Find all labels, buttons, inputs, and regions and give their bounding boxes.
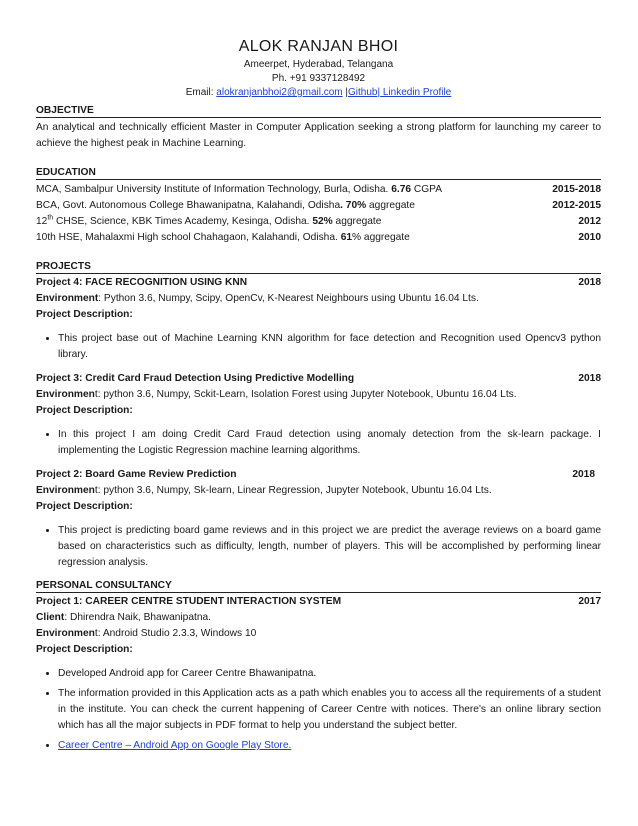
separator: |	[377, 87, 381, 98]
client-line: Client: Dhirendra Naik, Bhawanipatna.	[36, 612, 211, 623]
list-item: • This project is predicting board game reviews and in this project we are predict the average reviews on a board game based on characteristics such as difficulty, length, number of players. This will be accomplished by performing linear regression analysis.	[58, 523, 601, 571]
project-description-label: Project Description:	[36, 644, 133, 655]
project-description-label: Project Description:	[36, 405, 133, 416]
list-item: • In this project I am doing Credit Card Fraud detection using anomaly detection from the sk-learn package. I implementing the Logistic Regression machine learning algorithms.	[58, 427, 601, 459]
project-environment: Environment: Python 3.6, Numpy, Scipy, OpenCv, K-Nearest Neighbours using Ubuntu 16.04 Lts.	[36, 293, 479, 304]
education-item	[36, 182, 601, 198]
project-year: 2018	[572, 469, 595, 480]
list-item: • Developed Android app for Career Centre Bhawanipatna.	[58, 666, 601, 682]
edu-sup: th	[47, 214, 54, 222]
play-store-link[interactable]: Career Centre – Android App on Google Play Store.	[58, 740, 292, 751]
edu-year: 2010	[578, 232, 601, 243]
project-bullets	[36, 523, 601, 571]
consultancy-item	[36, 594, 601, 754]
contact-links	[36, 86, 601, 100]
resume-page	[36, 36, 601, 758]
projects-heading: PROJECTS	[36, 260, 601, 274]
edu-year: 2015-2018	[552, 184, 601, 195]
email-link[interactable]: alokranjanbhoi2@gmail.com	[216, 87, 343, 98]
objective-heading: OBJECTIVE	[36, 104, 601, 118]
separator: |	[342, 87, 349, 98]
resume-header	[36, 36, 601, 100]
project-year: 2018	[578, 277, 601, 288]
edu-score: 6.76	[391, 184, 412, 195]
project-year: 2017	[578, 596, 601, 607]
address: Ameerpet, Hyderabad, Telangana	[243, 59, 394, 70]
edu-text: aggregate	[366, 200, 415, 211]
project-item	[36, 275, 601, 363]
project-description-label: Project Description:	[36, 501, 133, 512]
project-bullets	[36, 427, 601, 459]
project-bullets	[36, 331, 601, 363]
edu-text: 12	[36, 216, 48, 227]
project-title: Project 1: CAREER CENTRE STUDENT INTERACTION SYSTEM	[36, 596, 342, 607]
project-item	[36, 467, 601, 571]
github-link[interactable]: Github	[348, 87, 378, 98]
edu-text: 10th HSE, Mahalaxmi High school Chahagaon, Kalahandi, Odisha.	[36, 232, 341, 243]
education-item	[36, 198, 601, 214]
list-item: • The information provided in this Application acts as a path which enables you to access all the requirements of a student in the institute. You can check the current happening of Career Centre with notices. There's an online library section which has all the major subjects in PDF format to help you understand the subject better.	[58, 686, 601, 734]
candidate-name: ALOK RANJAN BHOI	[238, 38, 399, 55]
linkedin-link[interactable]: Linkedin Profile	[380, 87, 452, 98]
consultancy-heading: PERSONAL CONSULTANCY	[36, 579, 601, 593]
consultancy-bullets	[36, 666, 601, 754]
edu-score: . 70%	[340, 200, 367, 211]
project-description-label: Project Description:	[36, 309, 133, 320]
edu-text: CGPA	[411, 184, 442, 195]
email-label: Email:	[185, 87, 217, 98]
project-title: Project 4: FACE RECOGNITION USING KNN	[36, 277, 248, 288]
edu-year: 2012	[578, 216, 601, 227]
project-title: Project 3: Credit Card Fraud Detection Using Predictive Modelling	[36, 373, 355, 384]
list-item: • This project base out of Machine Learning KNN algorithm for face detection and Recognition used Opencv3 python library.	[58, 331, 601, 363]
objective-text: An analytical and technically efficient Master in Computer Application seeking a strong platform for launching my career to achieve the highest peak in Machine Learning.	[36, 122, 601, 149]
edu-text: aggregate	[332, 216, 382, 227]
project-item	[36, 371, 601, 459]
education-item	[36, 214, 601, 230]
edu-text: CHSE, Science, KBK Times Academy, Kesinga, Odisha.	[53, 216, 313, 227]
edu-text: MCA, Sambalpur University Institute of Information Technology, Burla, Odisha.	[36, 184, 392, 195]
project-environment: Environment: Android Studio 2.3.3, Windows 10	[36, 628, 257, 639]
edu-score: 61	[340, 232, 353, 243]
edu-year: 2012-2015	[552, 200, 601, 211]
project-year: 2018	[578, 373, 601, 384]
education-heading: EDUCATION	[36, 166, 601, 180]
edu-text: % aggregate	[352, 232, 410, 243]
list-item	[58, 738, 601, 754]
project-title: Project 2: Board Game Review Prediction	[36, 469, 237, 480]
project-environment: Environment: python 3.6, Numpy, Sckit-Learn, Isolation Forest using Jupyter Notebook, Ubuntu 16.04 Lts.	[36, 389, 517, 400]
project-environment: Environment: python 3.6, Numpy, Sk-learn, Linear Regression, Jupyter Notebook, Ubuntu 16.04 Lts.	[36, 485, 492, 496]
edu-score: 52%	[312, 216, 333, 227]
education-item	[36, 230, 601, 246]
phone: Ph. +91 9337128492	[271, 73, 366, 84]
education-list	[36, 182, 601, 246]
edu-text: BCA, Govt. Autonomous College Bhawanipatna, Kalahandi, Odisha	[36, 200, 341, 211]
